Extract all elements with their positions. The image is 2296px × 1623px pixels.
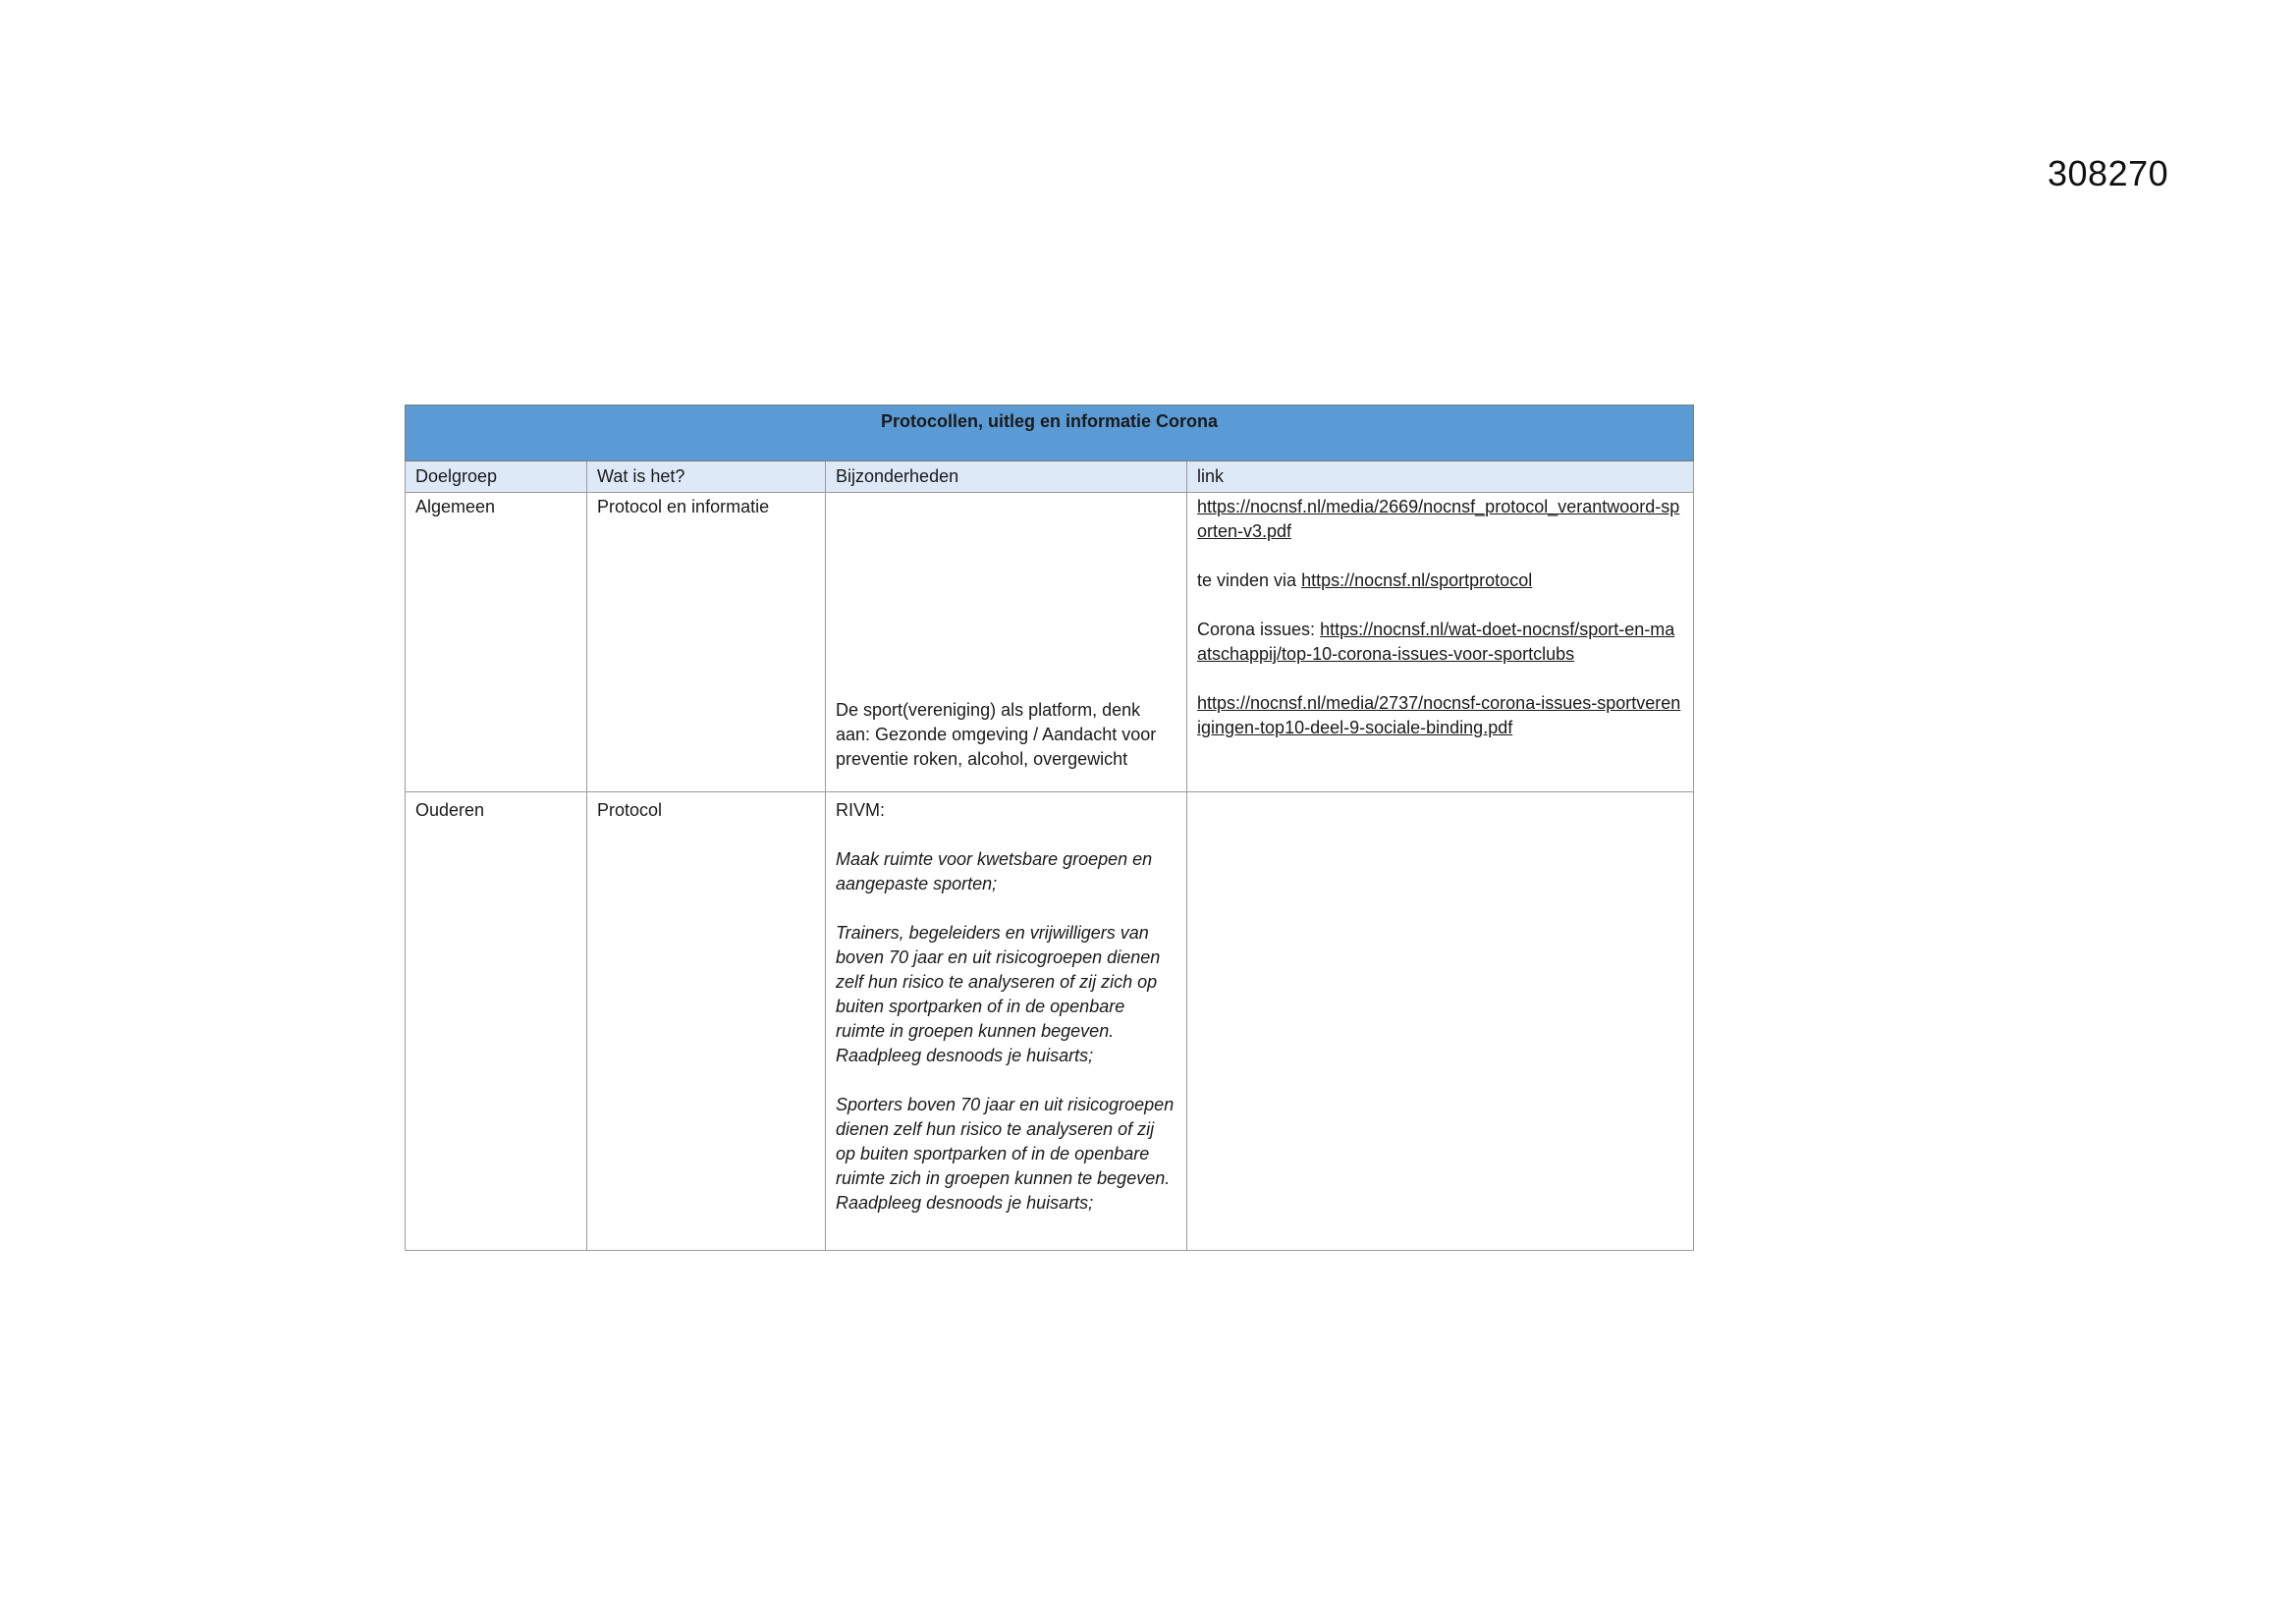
- cell-links: [1187, 493, 1694, 792]
- corona-issues-label: Corona issues:: [1197, 620, 1321, 639]
- table-title: Protocollen, uitleg en informatie Corona: [406, 406, 1694, 461]
- document-number: 308270: [2048, 153, 2169, 193]
- bijzonderheden-text: De sport(vereniging) als platform, denk aan: Gezonde omgeving / Aandacht voor preventie roken, alcohol, overgewicht: [836, 700, 1157, 769]
- protocol-pdf-link[interactable]: https://nocnsf.nl/media/2669/nocnsf_protocol_verantwoord-sporten-v3.pdf: [1197, 497, 1680, 541]
- cell-bijzonderheden: [826, 792, 1187, 1251]
- rivm-heading: RIVM:: [836, 800, 886, 820]
- cell-links: [1187, 792, 1694, 1251]
- cell-wat: Protocol: [587, 792, 826, 1251]
- table-row: [406, 493, 1694, 792]
- rivm-paragraph: Sporters boven 70 jaar en uit risicogroepen dienen zelf hun risico te analyseren of zij op buiten sportparken of in de openbare ruimte zich in groepen kunnen te begeven. Raadpleeg desnoods je huisarts;: [836, 1095, 1175, 1213]
- corona-issues-link[interactable]: https://nocnsf.nl/wat-doet-nocnsf/sport-en-maatschappij/top-10-corona-issues-voor-sportclubs: [1197, 620, 1675, 664]
- header-wat-is-het: Wat is het?: [587, 461, 826, 493]
- cell-bijzonderheden: [826, 493, 1187, 792]
- cell-doelgroep: Ouderen: [406, 792, 587, 1251]
- cell-doelgroep: Algemeen: [406, 493, 587, 792]
- rivm-paragraph: Trainers, begeleiders en vrijwilligers van boven 70 jaar en uit risicogroepen dienen zelf hun risico te analyseren of zij zich op buiten sportparken of in de openbare ruimte in groepen kunnen begeven. Raadpleeg desnoods je huisarts;: [836, 923, 1161, 1065]
- rivm-paragraph: Maak ruimte voor kwetsbare groepen en aangepaste sporten;: [836, 849, 1153, 893]
- table-header-row: [406, 461, 1694, 493]
- protocol-table: [405, 405, 1694, 1251]
- sociale-binding-pdf-link[interactable]: https://nocnsf.nl/media/2737/nocnsf-corona-issues-sportverenigingen-top10-deel-9-sociale-binding.pdf: [1197, 693, 1681, 737]
- table-row: [406, 792, 1694, 1251]
- header-bijzonderheden: Bijzonderheden: [826, 461, 1187, 493]
- header-doelgroep: Doelgroep: [406, 461, 587, 493]
- protocol-table-container: [405, 405, 1693, 1251]
- via-label: te vinden via: [1197, 570, 1302, 590]
- sportprotocol-link[interactable]: https://nocnsf.nl/sportprotocol: [1301, 570, 1533, 590]
- cell-wat: Protocol en informatie: [587, 493, 826, 792]
- header-link: link: [1187, 461, 1694, 493]
